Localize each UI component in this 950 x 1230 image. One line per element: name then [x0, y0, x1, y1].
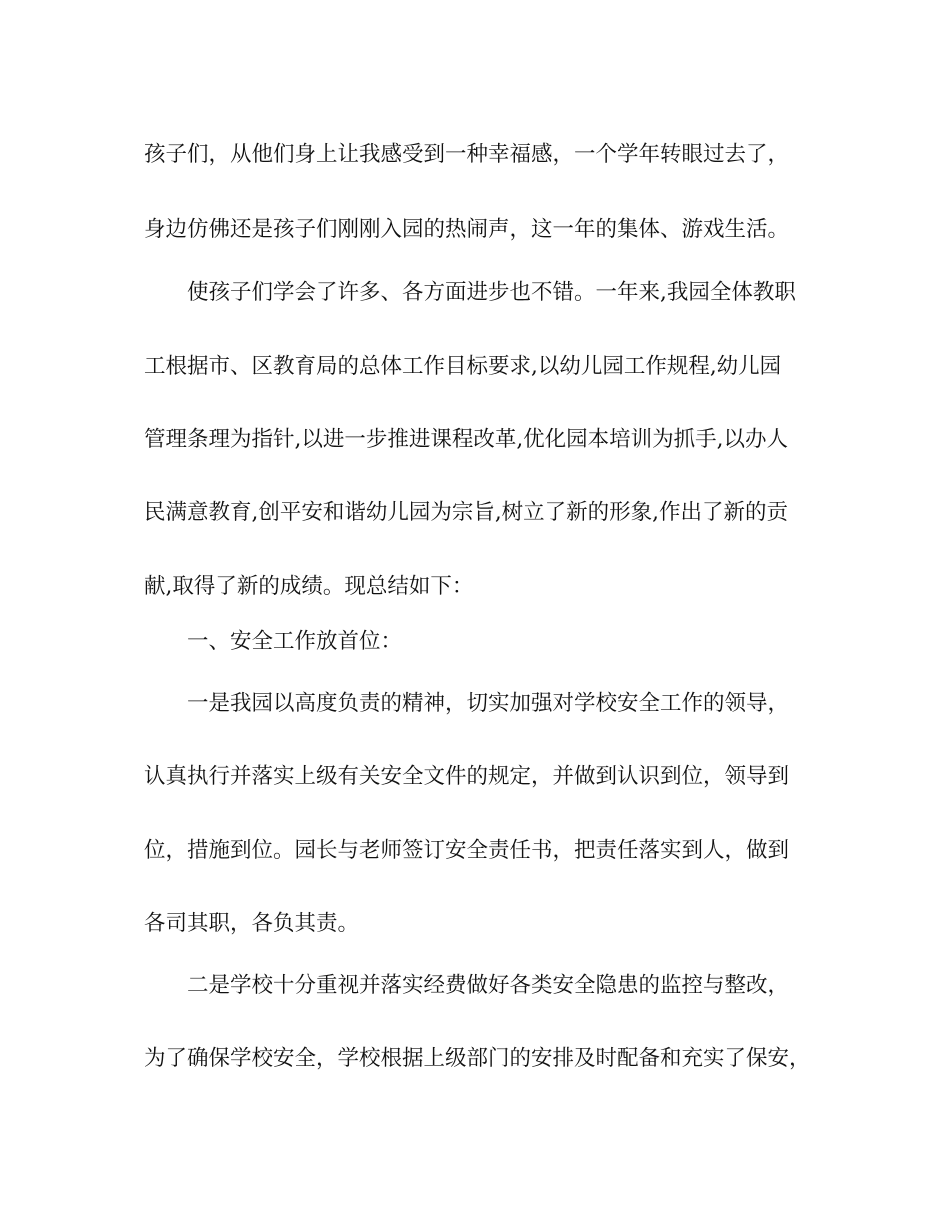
body-text-line: 管理条理为指针,以进一步推进课程改革,优化园本培训为抓手,以办人	[144, 427, 789, 452]
paragraph-start-line: 二是学校十分重视并落实经费做好各类安全隐患的监控与整改，	[187, 973, 790, 998]
body-text-line: 献,取得了新的成绩。现总结如下：	[144, 574, 474, 599]
body-text-line: 身边仿佛还是孩子们刚刚入园的热闹声，这一年的集体、游戏生活。	[144, 217, 790, 242]
paragraph-start-line: 使孩子们学会了许多、各方面进步也不错。一年来,我园全体教职	[187, 280, 796, 305]
section-heading: 一、安全工作放首位：	[187, 629, 403, 654]
body-text-line: 为了确保学校安全，学校根据上级部门的安排及时配备和充实了保安，	[144, 1046, 811, 1071]
body-text-line: 孩子们，从他们身上让我感受到一种幸福感，一个学年转眼过去了，	[144, 142, 790, 167]
body-text-line: 位，措施到位。园长与老师签订安全责任书，把责任落实到人，做到	[144, 838, 790, 863]
body-text-line: 各司其职，各负其责。	[144, 911, 360, 936]
paragraph-start-line: 一是我园以高度负责的精神，切实加强对学校安全工作的领导，	[187, 691, 790, 716]
body-text-line: 民满意教育,创平安和谐幼儿园为宗旨,树立了新的形象,作出了新的贡	[144, 500, 789, 525]
body-text-line: 工根据市、区教育局的总体工作目标要求,以幼儿园工作规程,幼儿园	[144, 354, 782, 379]
body-text-line: 认真执行并落实上级有关安全文件的规定，并做到认识到位，领导到	[144, 764, 790, 789]
